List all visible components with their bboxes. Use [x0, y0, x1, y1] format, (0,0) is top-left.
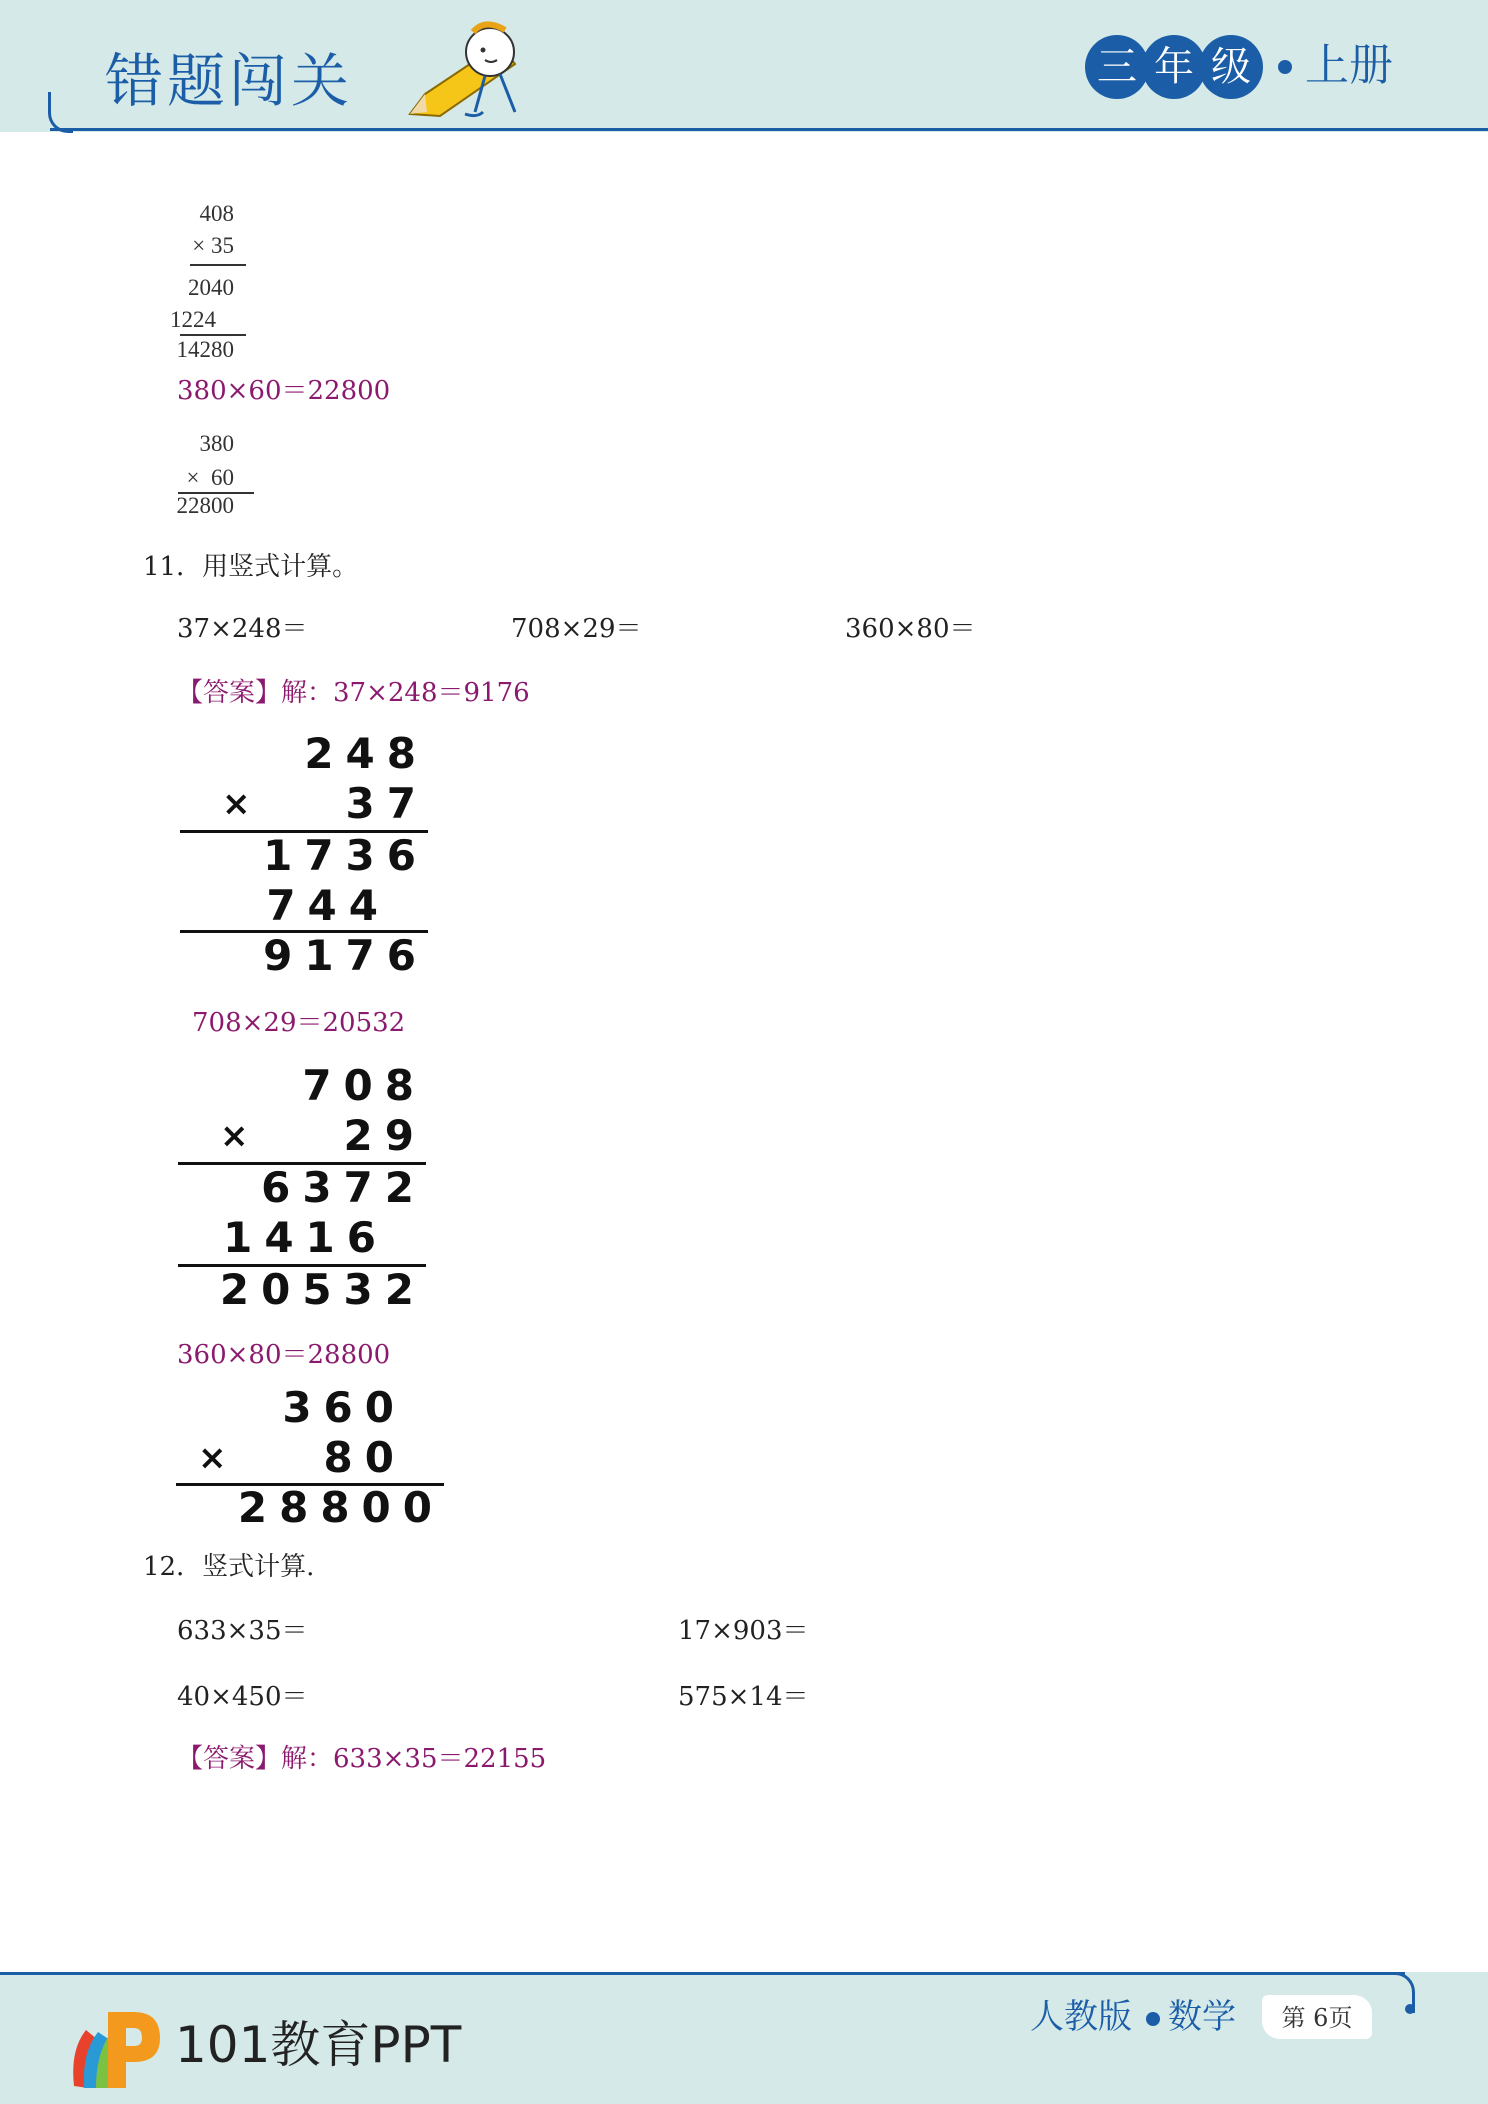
q12-item-2: 17×903＝ — [678, 1616, 809, 1646]
calc-380x60 — [178, 432, 258, 522]
answer-line: 360×80＝28800 — [177, 1340, 391, 1370]
q12-item-4: 575×14＝ — [678, 1682, 809, 1712]
calc-partial-2: 1416 — [223, 1213, 388, 1262]
calc-360x80 — [176, 1384, 444, 1534]
calc-result: 28800 — [237, 1483, 444, 1532]
page-heading: 错题闯关 — [105, 47, 354, 115]
brand-name: 101教育PPT — [175, 2016, 462, 2074]
calc-partial-1: 1736 — [263, 831, 428, 880]
grade-char-2: 年 — [1142, 35, 1206, 99]
calc-top: 248 — [304, 729, 428, 778]
subject: 数学 — [1168, 1997, 1236, 2037]
calc-408x35 — [170, 200, 258, 368]
footer-dot-icon — [1405, 2004, 1415, 2014]
calc-result: 14280 — [176, 337, 234, 362]
calc-result: 22800 — [176, 493, 234, 518]
page-number: 第 6页 — [1281, 2004, 1353, 2032]
q11-item-1: 37×248＝ — [177, 614, 308, 644]
calc-mult: 37 — [345, 779, 428, 828]
answer-line: 708×29＝20532 — [192, 1008, 406, 1038]
calc-mult: × 60 — [186, 465, 234, 490]
calc-result: 20532 — [219, 1265, 426, 1314]
q12-item-1: 633×35＝ — [177, 1616, 308, 1646]
q11-item-3: 360×80＝ — [845, 614, 976, 644]
textbook-edition: 人教版 — [1030, 1997, 1132, 2037]
answer-line: 380×60＝22800 — [177, 376, 391, 406]
calc-mult: 29 — [343, 1111, 426, 1160]
calc-partial-2: 744 — [266, 881, 390, 930]
multiply-sign: × — [220, 1116, 249, 1156]
q12-answer: 【答案】解：633×35＝22155 — [177, 1744, 547, 1774]
header-rule — [50, 128, 1488, 131]
calc-partial-2: 1224 — [170, 307, 216, 332]
calc-mult: 80 — [323, 1433, 406, 1482]
multiply-sign: × — [222, 784, 251, 824]
grade-char-1: 三 — [1085, 35, 1149, 99]
calc-rule — [190, 264, 246, 266]
question-11-title: 11．用竖式计算。 — [143, 552, 359, 582]
q11-item-2: 708×29＝ — [511, 614, 642, 644]
calc-top: 408 — [199, 201, 234, 226]
grade-char-3: 级 — [1199, 35, 1263, 99]
q12-item-3: 40×450＝ — [177, 1682, 308, 1712]
pencil-mascot-icon — [405, 14, 555, 124]
calc-partial-1: 2040 — [188, 275, 234, 300]
calc-partial-1: 6372 — [261, 1163, 426, 1212]
calc-708x29 — [178, 1062, 426, 1318]
calc-rule — [180, 334, 246, 336]
calc-result: 9176 — [263, 931, 428, 980]
footer-rule — [0, 1972, 1405, 1975]
header-dot-icon — [1278, 60, 1292, 74]
calc-248x37 — [180, 730, 428, 980]
book-volume: 上册 — [1305, 40, 1393, 91]
calc-top: 708 — [302, 1061, 426, 1110]
calc-top: 360 — [282, 1383, 406, 1432]
brand-logo-icon — [68, 2000, 164, 2092]
multiply-sign: × — [198, 1438, 227, 1478]
calc-top: 380 — [199, 431, 234, 456]
calc-mult: × 35 — [192, 233, 234, 258]
question-12-title: 12．竖式计算. — [143, 1552, 315, 1582]
q11-answer: 【答案】解：37×248＝9176 — [177, 678, 530, 708]
footer-separator-dot-icon — [1146, 2012, 1160, 2026]
